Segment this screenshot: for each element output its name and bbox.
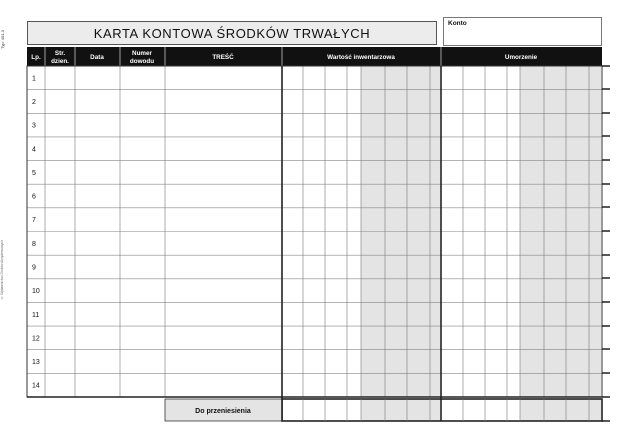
binding-ticks — [602, 66, 610, 421]
row-number: 11 — [32, 311, 40, 319]
row-number: 2 — [32, 98, 36, 106]
form-code: Typ: 401-3 — [0, 30, 5, 49]
table-rows — [27, 75, 602, 389]
shaded-value-footer — [361, 399, 440, 421]
header-wartosc: Wartość inwentarzowa — [327, 54, 395, 61]
header-lp: Lp. — [31, 54, 41, 61]
row-number: 8 — [32, 240, 36, 248]
header-numer-2: dowodu — [129, 58, 155, 65]
row-number: 6 — [32, 193, 36, 201]
row-number: 9 — [32, 264, 36, 272]
footer-label: Do przeniesienia — [195, 408, 251, 415]
row-number: 12 — [32, 335, 40, 343]
header-tresc: TREŚĆ — [212, 54, 234, 61]
header-str-dzien-2: dzien. — [51, 58, 69, 65]
row-number: 7 — [32, 217, 36, 225]
row-number: 4 — [32, 146, 36, 154]
publisher-note: © Wydawnictwo Druków Akcydensowych — [0, 240, 4, 300]
row-number: 1 — [32, 75, 36, 83]
row-number: 13 — [32, 359, 40, 367]
header-umorzenie: Umorzenie — [504, 54, 538, 61]
header-numer-1: Numer — [132, 50, 152, 57]
row-number: 14 — [32, 382, 40, 390]
row-number: 3 — [32, 122, 36, 130]
konto-label: Konto — [448, 20, 467, 27]
header-str-dzien-1: Str. — [54, 50, 66, 57]
header-data: Data — [90, 54, 104, 61]
form-title: KARTA KONTOWA ŚRODKÓW TRWAŁYCH — [93, 25, 371, 41]
row-number: 5 — [32, 169, 36, 177]
row-number: 10 — [32, 288, 40, 296]
